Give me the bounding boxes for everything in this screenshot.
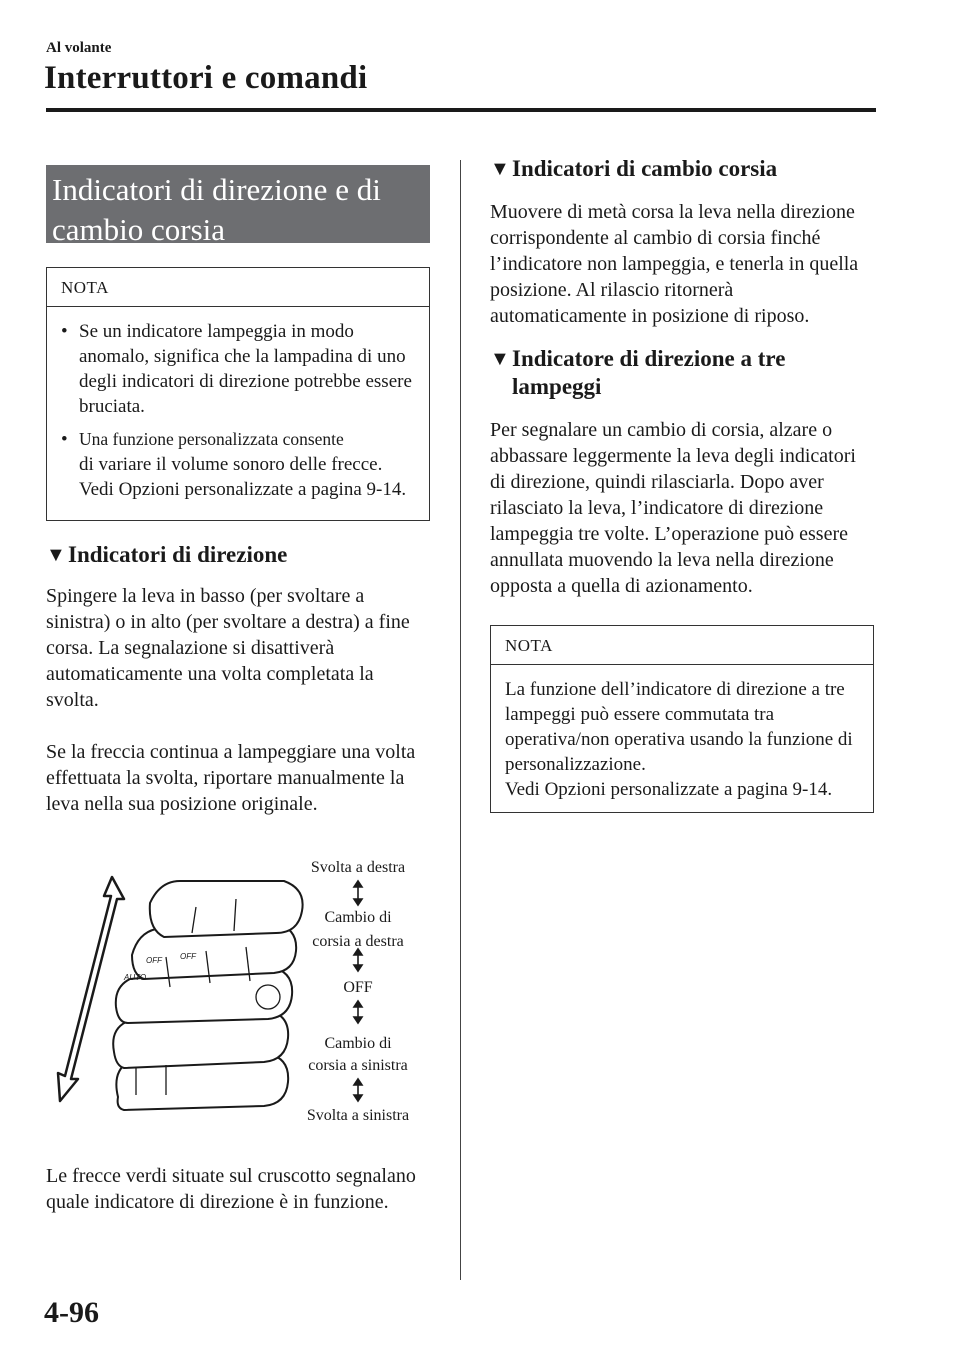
- banner-line-2: cambio corsia: [52, 212, 226, 247]
- note-label: NOTA: [47, 268, 429, 307]
- subheading-text: [512, 345, 874, 401]
- note-bullet-text: [79, 427, 415, 502]
- triangle-down-icon: ▼: [46, 544, 66, 566]
- note-label: NOTA: [491, 626, 873, 665]
- subheading-text: Indicatori di cambio corsia: [512, 156, 778, 181]
- lever-mark-off-1: OFF: [146, 956, 162, 965]
- triangle-down-icon: ▼: [490, 158, 510, 180]
- subheading-line-2: lampeggi: [512, 374, 602, 399]
- left-column: [46, 165, 430, 1215]
- note-body: [47, 307, 429, 520]
- subheading-tre-lampeggi: [490, 345, 874, 401]
- lever-mark-auto: AUTO: [124, 973, 147, 982]
- label-cambio-sinistra-2: corsia a sinistra: [308, 1057, 408, 1074]
- note-text: Vedi Opzioni personalizzate a pagina 9-14.: [505, 779, 833, 800]
- note-bullet: [61, 427, 415, 502]
- turn-signal-lever-figure: [46, 847, 430, 1137]
- page-title: Interruttori e comandi: [44, 60, 368, 96]
- label-off: OFF: [343, 979, 373, 996]
- arrow-updown-icon: [354, 881, 362, 905]
- note-bullet-text-b: di variare il volume sonoro delle frecce.: [79, 454, 383, 475]
- double-arrow-icon: [58, 877, 124, 1101]
- title-rule: [46, 108, 876, 112]
- label-svolta-sinistra: Svolta a sinistra: [306, 1107, 410, 1124]
- paragraph: Per segnalare un cambio di corsia, alzare o abbassare leggermente la leva degli indicatori di direzione, quindi rilasciarla. Dopo aver rilasciato la leva, l’indicatore di direzione lampeggia tre volte. L’operazione può essere annullata muovendo la leva nella direzione opposta a quella di azionamento.: [490, 419, 856, 597]
- label-svolta-destra: Svolta a destra: [310, 859, 406, 876]
- paragraph: Spingere la leva in basso (per svoltare a sinistra) o in alto (per svoltare a destra) a fine corsa. La segnalazione si disattiverà automaticamente una volta completata la svolta.: [46, 585, 410, 711]
- label-cambio-sinistra-1: Cambio di: [324, 1035, 392, 1052]
- note-bullet-text-a: Una funzione personalizzata consente: [79, 429, 344, 449]
- paragraph: Le frecce verdi situate sul cruscotto segnalano quale indicatore di direzione è in funzione.: [46, 1165, 416, 1213]
- section-banner: [46, 165, 430, 247]
- banner-line-1: Indicatori di direzione e di: [52, 172, 381, 207]
- lever-positions: [113, 881, 302, 1110]
- subheading-line-1: Indicatore di direzione a tre: [512, 346, 786, 371]
- arrow-updown-icon: [354, 1079, 362, 1101]
- triangle-down-icon: ▼: [490, 348, 510, 370]
- note-bullet-text-c: Vedi Opzioni personalizzate a pagina 9-14.: [79, 479, 407, 500]
- paragraph: Se la freccia continua a lampeggiare una volta effettuata la svolta, riportare manualmente la leva nella sua posizione originale.: [46, 741, 416, 815]
- note-text: La funzione dell’indicatore di direzione a tre lampeggi può essere commutata tra operativa/non operativa usando la funzione di personalizzazione.: [505, 679, 853, 775]
- lever-mark-off-2: OFF: [180, 952, 196, 961]
- paragraph: Muovere di metà corsa la leva nella direzione corrispondente al cambio di corsia finché l’indicatore non lampeggia, e tenerla in quella posizione. Al rilascio ritornerà automaticamente in posizione di riposo.: [490, 201, 859, 327]
- column-divider: [460, 160, 461, 1280]
- subheading-text: Indicatori di direzione: [68, 542, 288, 567]
- note-bullet: [61, 319, 415, 419]
- page-number: 4-96: [44, 1296, 99, 1329]
- label-cambio-destra-2: corsia a destra: [312, 933, 404, 950]
- right-column: [490, 155, 874, 813]
- label-cambio-destra-1: Cambio di: [324, 909, 392, 926]
- note-box: [46, 267, 430, 521]
- bullet-icon: •: [61, 321, 68, 342]
- note-bullet-text: Se un indicatore lampeggia in modo anomalo, significa che la lampadina di uno degli indicatori di direzione potrebbe essere bruciata.: [79, 321, 412, 417]
- subheading-cambio-corsia: [490, 155, 874, 183]
- note-body: [491, 665, 873, 812]
- arrow-updown-icon: [354, 1001, 362, 1023]
- note-box: [490, 625, 874, 813]
- breadcrumb: Al volante: [46, 40, 112, 56]
- bullet-icon: •: [61, 429, 68, 450]
- subheading-indicatori-direzione: [46, 541, 430, 569]
